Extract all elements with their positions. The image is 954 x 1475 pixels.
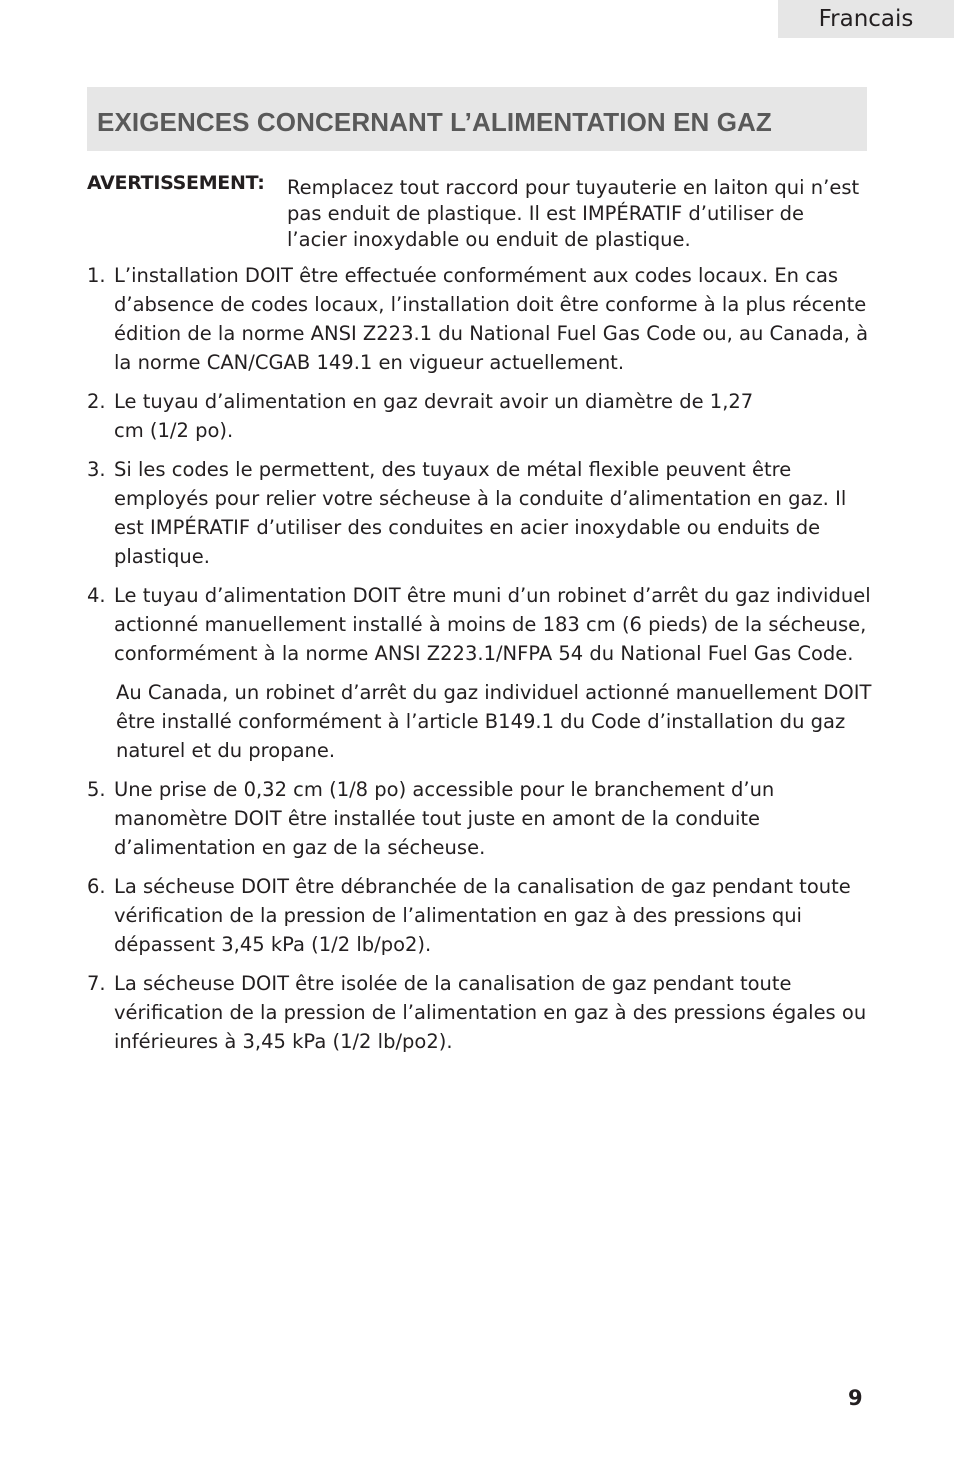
item-text: La sécheuse DOIT être débranchée de la canalisation de gaz pendant toute vérification de la pression de l’alimentation en gaz à des pressions qui dépassent 3,45 kPa (1/2 lb/po2).: [114, 875, 851, 956]
item-number: 3.: [87, 458, 106, 481]
item-extra-paragraph: Au Canada, un robinet d’arrêt du gaz individuel actionné manuellement DOIT être installé conformément à l’article B149.1 du Code d’installation du gaz naturel et du propane.: [116, 681, 872, 762]
page-number: 9: [848, 1386, 863, 1410]
item-text: L’installation DOIT être effectuée conformément aux codes locaux. En cas d’absence de codes locaux, l’installation doit être conforme à la plus récente édition de la norme ANSI Z223.1 du National Fuel Gas Code ou, au Canada, à la norme CAN/CGAB 149.1 en vigueur actuellement.: [114, 264, 869, 374]
item-number: 1.: [87, 264, 106, 287]
warning-label: AVERTISSEMENT:: [87, 172, 265, 194]
list-item: [87, 455, 877, 571]
list-item: [87, 969, 877, 1056]
item-text: Si les codes le permettent, des tuyaux de métal flexible peuvent être employés pour relier votre sécheuse à la conduite d’alimentation en gaz. Il est IMPÉRATIF d’utiliser des conduites en acier inoxydable ou enduits de plastique.: [114, 458, 847, 568]
item-text: La sécheuse DOIT être isolée de la canalisation de gaz pendant toute vérification de la pression de l’alimentation en gaz à des pressions égales ou inférieures à 3,45 kPa (1/2 lb/po2).: [114, 972, 867, 1053]
item-number: 6.: [87, 875, 106, 898]
list-item: [87, 261, 877, 377]
list-item: [87, 387, 877, 445]
item-number: 4.: [87, 584, 106, 607]
item-text: Le tuyau d’alimentation DOIT être muni d’un robinet d’arrêt du gaz individuel actionné manuellement installé à moins de 183 cm (6 pieds) de la sécheuse, conformément à la norme ANSI Z223.1/NFPA 54 du National Fuel Gas Code.: [114, 584, 871, 665]
list-item: [87, 775, 877, 862]
item-number: 7.: [87, 972, 106, 995]
language-tab: Francais: [778, 0, 954, 38]
list-item: [87, 581, 877, 765]
requirements-list: [87, 261, 877, 1066]
warning-text: Remplacez tout raccord pour tuyauterie en laiton qui n’est pas enduit de plastique. Il est IMPÉRATIF d’utiliser de l’acier inoxydable ou enduit de plastique.: [287, 176, 860, 251]
section-header: [87, 87, 867, 151]
item-number: 5.: [87, 778, 106, 801]
section-title: EXIGENCES CONCERNANT L’ALIMENTATION EN GAZ: [97, 106, 772, 137]
item-text: Une prise de 0,32 cm (1/8 po) accessible pour le branchement d’un manomètre DOIT être installée tout juste en amont de la conduite d’alimentation en gaz de la sécheuse.: [114, 778, 775, 859]
item-number: 2.: [87, 390, 106, 413]
item-text: Le tuyau d’alimentation en gaz devrait avoir un diamètre de 1,27 cm (1/2 po).: [114, 390, 754, 442]
list-item: [87, 872, 877, 959]
